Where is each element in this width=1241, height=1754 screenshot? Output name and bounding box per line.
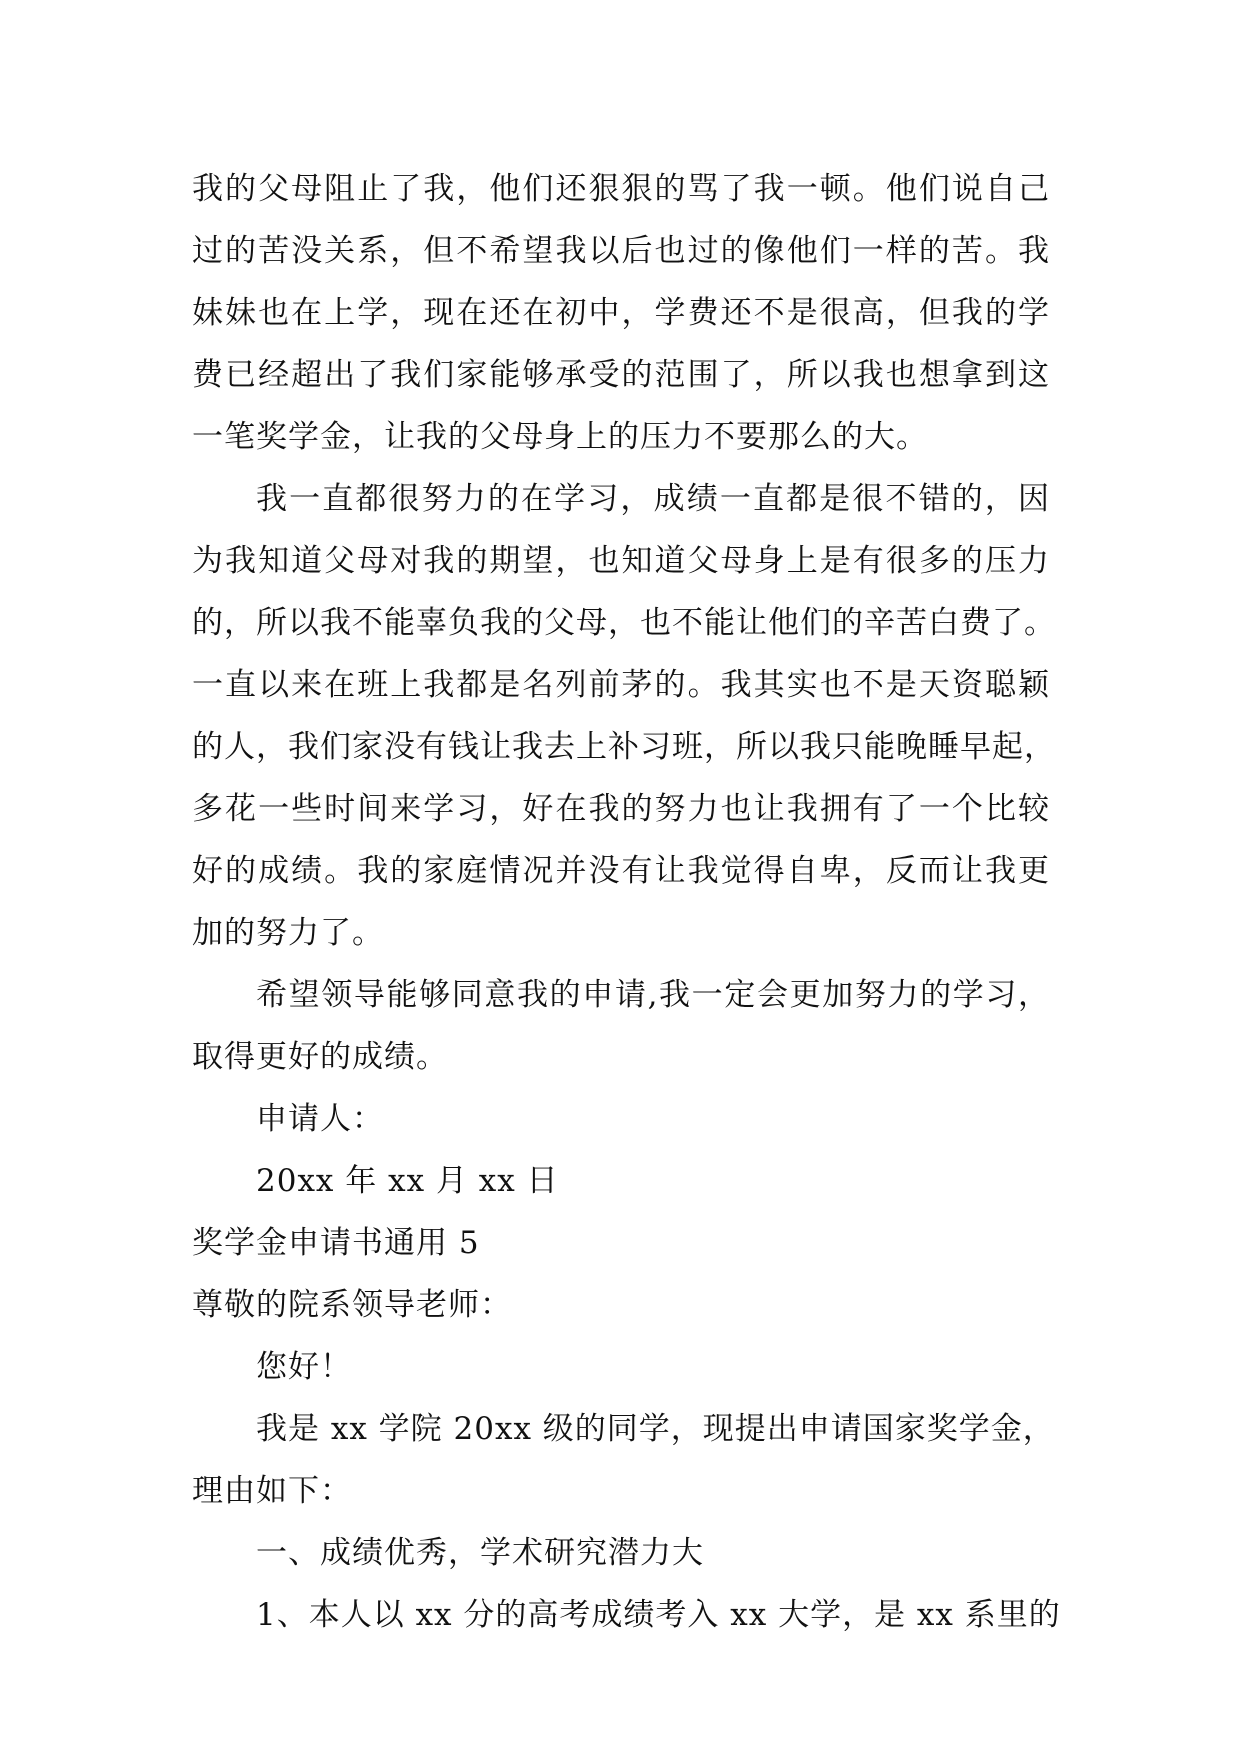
signature-date: 20xx 年 xx 月 xx 日: [256, 1163, 559, 1199]
heading-achievements: 一、成绩优秀，学术研究潜力大: [256, 1535, 704, 1571]
text-line: 多花一些时间来学习，好在我的努力也让我拥有了一个比较: [192, 791, 1050, 827]
applicant-label: 申请人：: [256, 1101, 384, 1137]
text-line: 的人，我们家没有钱让我去上补习班，所以我只能晚睡早起，: [192, 729, 1056, 765]
paragraph-hope: [192, 964, 1050, 1088]
text-line: 妹妹也在上学，现在还在初中，学费还不是很高，但我的学: [192, 295, 1050, 331]
text-line: 理由如下：: [192, 1473, 352, 1509]
text-line: 我是 xx 学院 20xx 级的同学，现提出申请国家奖学金，: [256, 1411, 1055, 1447]
text-line: 好的成绩。我的家庭情况并没有让我觉得自卑，反而让我更: [192, 853, 1050, 889]
salutation: 尊敬的院系领导老师：: [192, 1287, 512, 1323]
text-line: 过的苦没关系，但不希望我以后也过的像他们一样的苦。我: [192, 233, 1050, 269]
paragraph-parents-pressure: [192, 158, 1050, 468]
text-line: 一直以来在班上我都是名列前茅的。我其实也不是天资聪颖: [192, 667, 1050, 703]
list-item: 1、本人以 xx 分的高考成绩考入 xx 大学，是 xx 系里的: [256, 1597, 1061, 1633]
text-line: 我一直都很努力的在学习，成绩一直都是很不错的，因: [256, 481, 1050, 517]
paragraph-introduction: [192, 1398, 1055, 1522]
text-line: 加的努力了。: [192, 915, 384, 951]
document-body: [192, 158, 1061, 1646]
text-line: 费已经超出了我们家能够承受的范围了，所以我也想拿到这: [192, 357, 1050, 393]
greeting: 您好！: [256, 1349, 352, 1385]
section-title: 奖学金申请书通用 5: [192, 1225, 480, 1261]
text-line: 为我知道父母对我的期望，也知道父母身上是有很多的压力: [192, 543, 1050, 579]
text-line: 取得更好的成绩。: [192, 1039, 448, 1075]
text-line: 希望领导能够同意我的申请,我一定会更加努力的学习，: [256, 977, 1050, 1013]
text-line: 我的父母阻止了我，他们还狠狠的骂了我一顿。他们说自己: [192, 171, 1050, 207]
text-line: 一笔奖学金，让我的父母身上的压力不要那么的大。: [192, 419, 928, 455]
text-line: 的，所以我不能辜负我的父母，也不能让他们的辛苦白费了。: [192, 605, 1056, 641]
paragraph-study-effort: [192, 468, 1056, 964]
